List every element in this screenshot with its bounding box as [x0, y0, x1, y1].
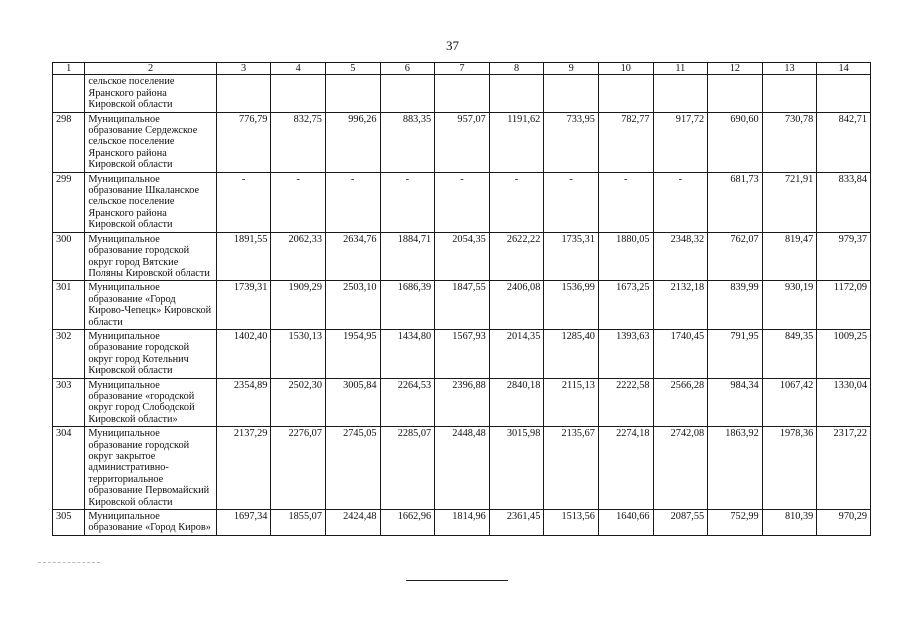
- value-cell-col-8: 2622,22: [489, 232, 544, 281]
- value-cell-col-6: 1662,96: [380, 510, 435, 536]
- value-cell-col-9: 2115,13: [544, 378, 599, 427]
- value-cell-col-7: 1814,96: [435, 510, 490, 536]
- value-cell-col-7: 1567,93: [435, 329, 490, 378]
- column-header-8: 8: [489, 63, 544, 75]
- value-cell-col-7: 957,07: [435, 112, 490, 172]
- column-header-3: 3: [216, 63, 271, 75]
- value-cell-col-14: 833,84: [817, 172, 871, 232]
- column-header-5: 5: [325, 63, 380, 75]
- value-cell-col-8: 3015,98: [489, 427, 544, 510]
- value-cell-col-4: -: [271, 172, 326, 232]
- row-number-cell: 305: [53, 510, 85, 536]
- value-cell-col-5: [325, 75, 380, 112]
- row-number-cell: 300: [53, 232, 85, 281]
- value-cell-col-9: [544, 75, 599, 112]
- value-cell-col-4: 1530,13: [271, 329, 326, 378]
- value-cell-col-13: 819,47: [762, 232, 817, 281]
- value-cell-col-14: 1330,04: [817, 378, 871, 427]
- value-cell-col-3: 1891,55: [216, 232, 271, 281]
- value-cell-col-5: 2745,05: [325, 427, 380, 510]
- row-number-cell: 299: [53, 172, 85, 232]
- value-cell-col-7: 1847,55: [435, 281, 490, 330]
- value-cell-col-10: [598, 75, 653, 112]
- value-cell-col-13: 721,91: [762, 172, 817, 232]
- value-cell-col-5: -: [325, 172, 380, 232]
- value-cell-col-12: [708, 75, 763, 112]
- value-cell-col-14: 1009,25: [817, 329, 871, 378]
- value-cell-col-10: 1673,25: [598, 281, 653, 330]
- table-row: [53, 232, 871, 281]
- value-cell-col-8: 2406,08: [489, 281, 544, 330]
- value-cell-col-9: 1536,99: [544, 281, 599, 330]
- table-row: [53, 112, 871, 172]
- value-cell-col-7: 2054,35: [435, 232, 490, 281]
- value-cell-col-12: 752,99: [708, 510, 763, 536]
- value-cell-col-10: 782,77: [598, 112, 653, 172]
- value-cell-col-9: 733,95: [544, 112, 599, 172]
- value-cell-col-14: 1172,09: [817, 281, 871, 330]
- value-cell-col-5: 2634,76: [325, 232, 380, 281]
- column-header-6: 6: [380, 63, 435, 75]
- municipality-name-cell: сельское поселение Яранского района Кировской области: [85, 75, 216, 112]
- value-cell-col-10: 1880,05: [598, 232, 653, 281]
- value-cell-col-3: 1739,31: [216, 281, 271, 330]
- column-header-1: 1: [53, 63, 85, 75]
- data-table: [52, 62, 871, 536]
- table-row: [53, 281, 871, 330]
- value-cell-col-6: 1686,39: [380, 281, 435, 330]
- value-cell-col-12: 1863,92: [708, 427, 763, 510]
- value-cell-col-11: 1740,45: [653, 329, 708, 378]
- value-cell-col-6: [380, 75, 435, 112]
- table-row: [53, 329, 871, 378]
- value-cell-col-13: 1978,36: [762, 427, 817, 510]
- table-row: [53, 75, 871, 112]
- column-header-12: 12: [708, 63, 763, 75]
- value-cell-col-7: 2448,48: [435, 427, 490, 510]
- row-number-cell: 301: [53, 281, 85, 330]
- value-cell-col-7: [435, 75, 490, 112]
- value-cell-col-11: 2348,32: [653, 232, 708, 281]
- column-header-14: 14: [817, 63, 871, 75]
- value-cell-col-9: 2135,67: [544, 427, 599, 510]
- value-cell-col-7: -: [435, 172, 490, 232]
- value-cell-col-10: 1640,66: [598, 510, 653, 536]
- value-cell-col-3: [216, 75, 271, 112]
- value-cell-col-6: -: [380, 172, 435, 232]
- value-cell-col-3: -: [216, 172, 271, 232]
- value-cell-col-6: 1884,71: [380, 232, 435, 281]
- value-cell-col-3: 776,79: [216, 112, 271, 172]
- column-header-2: 2: [85, 63, 216, 75]
- value-cell-col-13: [762, 75, 817, 112]
- column-header-4: 4: [271, 63, 326, 75]
- value-cell-col-8: 1191,62: [489, 112, 544, 172]
- column-header-11: 11: [653, 63, 708, 75]
- value-cell-col-14: 842,71: [817, 112, 871, 172]
- value-cell-col-13: 810,39: [762, 510, 817, 536]
- municipality-name-cell: Муниципальное образование городской округ город Вятские Поляны Кировской области: [85, 232, 216, 281]
- table-row: [53, 427, 871, 510]
- value-cell-col-4: [271, 75, 326, 112]
- value-cell-col-8: 2361,45: [489, 510, 544, 536]
- scan-artifact: [38, 562, 100, 563]
- value-cell-col-4: 2502,30: [271, 378, 326, 427]
- column-header-10: 10: [598, 63, 653, 75]
- value-cell-col-5: 2503,10: [325, 281, 380, 330]
- value-cell-col-10: 2222,58: [598, 378, 653, 427]
- column-header-9: 9: [544, 63, 599, 75]
- value-cell-col-5: 996,26: [325, 112, 380, 172]
- value-cell-col-13: 730,78: [762, 112, 817, 172]
- table-row: [53, 172, 871, 232]
- value-cell-col-8: -: [489, 172, 544, 232]
- value-cell-col-3: 1697,34: [216, 510, 271, 536]
- value-cell-col-9: -: [544, 172, 599, 232]
- value-cell-col-4: 2276,07: [271, 427, 326, 510]
- value-cell-col-11: 2742,08: [653, 427, 708, 510]
- row-number-cell: 303: [53, 378, 85, 427]
- municipality-name-cell: Муниципальное образование «Город Кирово-Чепецк» Кировской области: [85, 281, 216, 330]
- value-cell-col-10: -: [598, 172, 653, 232]
- value-cell-col-11: 2566,28: [653, 378, 708, 427]
- value-cell-col-8: [489, 75, 544, 112]
- table-row: [53, 510, 871, 536]
- value-cell-col-13: 1067,42: [762, 378, 817, 427]
- value-cell-col-6: 883,35: [380, 112, 435, 172]
- value-cell-col-12: 839,99: [708, 281, 763, 330]
- row-number-cell: 298: [53, 112, 85, 172]
- row-number-cell: 304: [53, 427, 85, 510]
- value-cell-col-9: 1513,56: [544, 510, 599, 536]
- value-cell-col-11: -: [653, 172, 708, 232]
- value-cell-col-12: 762,07: [708, 232, 763, 281]
- value-cell-col-12: 681,73: [708, 172, 763, 232]
- column-header-7: 7: [435, 63, 490, 75]
- value-cell-col-9: 1735,31: [544, 232, 599, 281]
- footer-rule: [406, 580, 508, 581]
- value-cell-col-3: 2354,89: [216, 378, 271, 427]
- municipality-name-cell: Муниципальное образование Шкаланское сельское поселение Яранского района Кировской области: [85, 172, 216, 232]
- value-cell-col-4: 1855,07: [271, 510, 326, 536]
- value-cell-col-13: 849,35: [762, 329, 817, 378]
- municipality-name-cell: Муниципальное образование городской округ город Котельнич Кировской области: [85, 329, 216, 378]
- value-cell-col-11: 2132,18: [653, 281, 708, 330]
- value-cell-col-12: 984,34: [708, 378, 763, 427]
- value-cell-col-5: 1954,95: [325, 329, 380, 378]
- value-cell-col-6: 1434,80: [380, 329, 435, 378]
- value-cell-col-6: 2264,53: [380, 378, 435, 427]
- column-header-13: 13: [762, 63, 817, 75]
- value-cell-col-14: 979,37: [817, 232, 871, 281]
- value-cell-col-11: [653, 75, 708, 112]
- value-cell-col-11: 2087,55: [653, 510, 708, 536]
- table-header-row: [53, 63, 871, 75]
- value-cell-col-5: 2424,48: [325, 510, 380, 536]
- value-cell-col-10: 1393,63: [598, 329, 653, 378]
- row-number-cell: 302: [53, 329, 85, 378]
- municipality-name-cell: Муниципальное образование «городской округ город Слободской Кировской области»: [85, 378, 216, 427]
- value-cell-col-4: 1909,29: [271, 281, 326, 330]
- value-cell-col-3: 1402,40: [216, 329, 271, 378]
- value-cell-col-14: 2317,22: [817, 427, 871, 510]
- value-cell-col-6: 2285,07: [380, 427, 435, 510]
- value-cell-col-9: 1285,40: [544, 329, 599, 378]
- value-cell-col-7: 2396,88: [435, 378, 490, 427]
- value-cell-col-10: 2274,18: [598, 427, 653, 510]
- row-number-cell: [53, 75, 85, 112]
- value-cell-col-12: 791,95: [708, 329, 763, 378]
- value-cell-col-12: 690,60: [708, 112, 763, 172]
- value-cell-col-8: 2840,18: [489, 378, 544, 427]
- value-cell-col-4: 832,75: [271, 112, 326, 172]
- value-cell-col-3: 2137,29: [216, 427, 271, 510]
- table-row: [53, 378, 871, 427]
- municipality-name-cell: Муниципальное образование Сердежское сельское поселение Яранского района Кировской области: [85, 112, 216, 172]
- value-cell-col-5: 3005,84: [325, 378, 380, 427]
- value-cell-col-11: 917,72: [653, 112, 708, 172]
- value-cell-col-14: [817, 75, 871, 112]
- value-cell-col-8: 2014,35: [489, 329, 544, 378]
- municipality-name-cell: Муниципальное образование городской округ закрытое административно-территориальное образование Первомайский Кировской области: [85, 427, 216, 510]
- table-body: [53, 63, 871, 536]
- page-number: 37: [446, 38, 459, 53]
- municipality-name-cell: Муниципальное образование «Город Киров»: [85, 510, 216, 536]
- value-cell-col-4: 2062,33: [271, 232, 326, 281]
- value-cell-col-14: 970,29: [817, 510, 871, 536]
- value-cell-col-13: 930,19: [762, 281, 817, 330]
